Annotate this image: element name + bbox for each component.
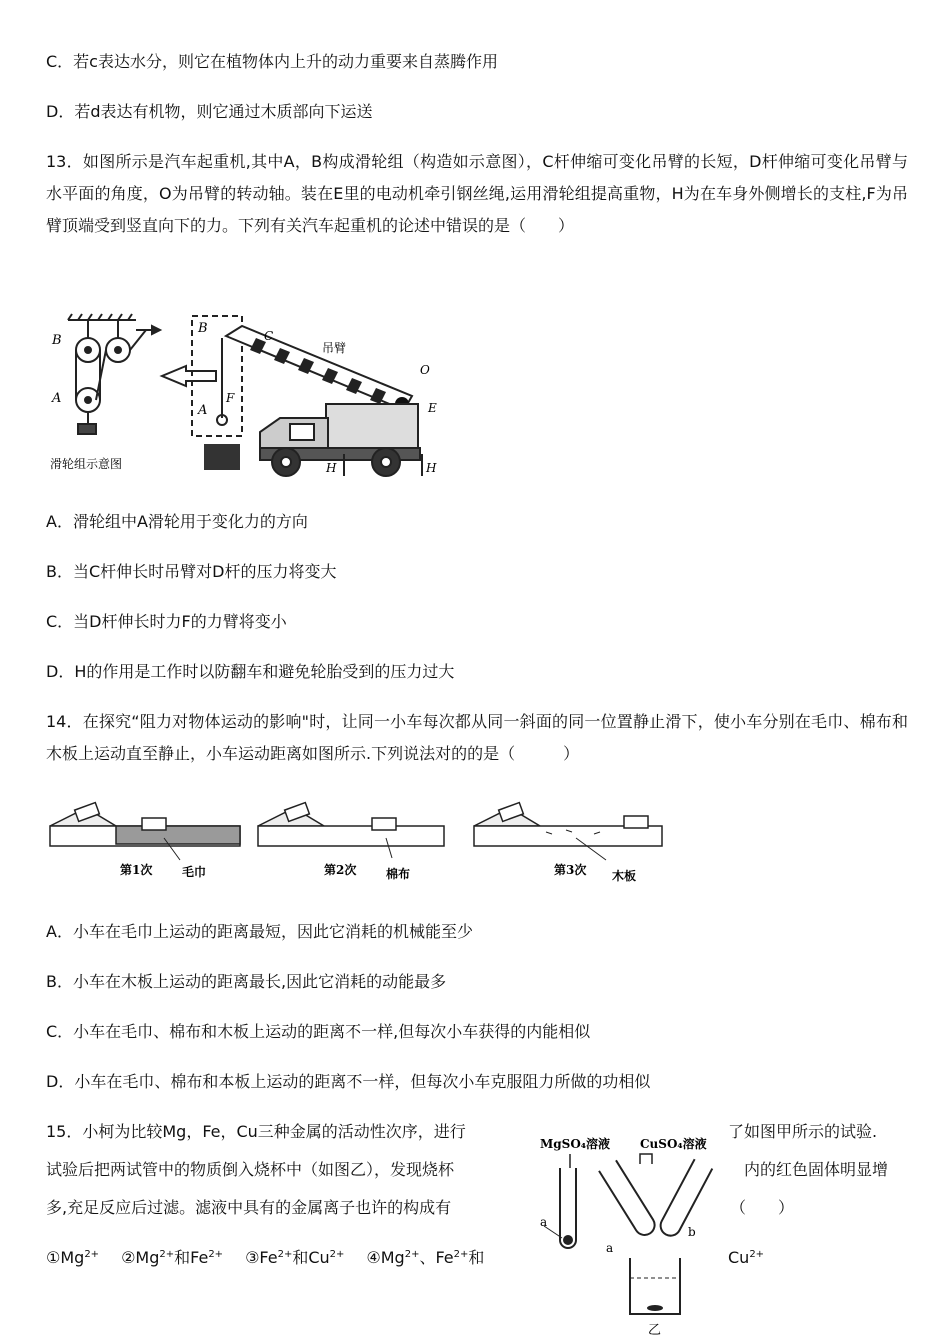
- q15-line2-left: 试验后把两试管中的物质倒入烧杯中（如图乙），发现烧杯: [46, 1160, 455, 1179]
- svg-text:乙: 乙: [648, 1323, 662, 1338]
- opt-1: ①Mg: [46, 1248, 85, 1267]
- q15-line2-right: 内的红色固体明显增: [744, 1160, 889, 1179]
- sol1-label: MgSO₄溶液: [540, 1137, 611, 1151]
- q13-option-a: A．滑轮组中A滑轮用于变化力的方向: [46, 512, 308, 531]
- label-a: A: [52, 391, 62, 406]
- trial-1-label: 第1次: [120, 863, 153, 877]
- opt-4: ④Mg: [366, 1248, 405, 1267]
- load-block: [204, 444, 240, 470]
- svg-text:a: a: [540, 1215, 548, 1229]
- q13-option-c: C．当D杆伸长时力F的力臂将变小: [46, 612, 287, 631]
- sol2-label: CuSO₄溶液: [640, 1137, 707, 1151]
- surface-3-label: 木板: [612, 869, 637, 883]
- q15-line1-left: 15．小柯为比较Mg，Fe，Cu三种金属的活动性次序，进行: [46, 1122, 466, 1141]
- crane-boom: [226, 326, 412, 410]
- q13-option-d: D．H的作用是工作时以防翻车和避免轮胎受到的压力过大: [46, 662, 455, 681]
- metal-figure: [530, 1128, 730, 1340]
- label-b: B: [52, 333, 62, 348]
- svg-text:B: B: [198, 321, 208, 336]
- pulley-schematic: [68, 314, 160, 434]
- tilted-tube-left: [599, 1160, 658, 1238]
- surface-1-label: 毛巾: [182, 865, 207, 879]
- truck: [260, 404, 422, 476]
- tilted-tube-right: [657, 1159, 712, 1239]
- opt-3: ③Fe: [245, 1248, 278, 1267]
- q13-option-b: B．当C杆伸长时吊臂对D杆的压力将变大: [46, 562, 337, 581]
- arm-label: 吊臂: [322, 341, 347, 355]
- trial-2: [258, 803, 444, 858]
- trial-2-label: 第2次: [324, 863, 357, 877]
- q14-option-d: D．小车在毛巾、棉布和本板上运动的距离不一样，但每次小车克服阻力所做的功相似: [46, 1072, 651, 1091]
- figure-caption: 滑轮组示意图: [50, 457, 123, 471]
- svg-text:C: C: [264, 329, 274, 343]
- svg-text:A: A: [198, 403, 208, 418]
- svg-text:O: O: [420, 363, 430, 377]
- svg-text:H: H: [426, 461, 437, 475]
- trial-3-label: 第3次: [554, 863, 587, 877]
- q13-stem: 13．如图所示是汽车起重机,其中A，B构成滑轮组（构造如示意图），C杆伸缩可变化吊臂的长短，D杆伸缩可变化吊臂与水平面的角度，O为吊臂的转动轴。装在E里的电动机牵引钢丝绳,运用滑轮组提高重物，H为在车身外侧增长的支柱,F为吊臂顶端受到竖直向下的力。下列有关汽车起重机的论述中错误的是（ ）: [46, 152, 908, 235]
- slide-figure: [46, 794, 666, 890]
- crane-figure: [46, 308, 446, 486]
- q15-line3-right: （ ）: [730, 1198, 795, 1217]
- arrow-icon: [162, 366, 216, 386]
- svg-text:F: F: [226, 391, 235, 405]
- opt-2: ②Mg: [121, 1248, 160, 1267]
- q15-line3-left: 多,充足反应后过滤。滤液中具有的金属离子也许的构成有: [46, 1198, 452, 1217]
- q15-options: $①Mg^{2+}$ $②Mg^{2+}$和$Fe^{2+}$ $③Fe^{2+}$和$Cu^{2+}$ $④Mg^{2+}$、$Fe^{2+}$和: [46, 1248, 485, 1267]
- q14-option-a: A．小车在毛巾上运动的距离最短，因此它消耗的机械能至少: [46, 922, 473, 941]
- q14-stem: 14．在探究“阻力对物体运动的影响"时，让同一小车每次都从同一斜面的同一位置静止滑下，使小车分别在毛巾、棉布和木板上运动直至静止，小车运动距离如图所示.下列说法对的的是（ ）: [46, 712, 908, 763]
- opt-4-tail: $Cu^{2+}$: [728, 1248, 765, 1267]
- q12-option-d: D．若d表达有机物，则它通过木质部向下运送: [46, 102, 373, 121]
- q12-option-c: C．若c表达水分，则它在植物体内上升的动力重要来自蒸腾作用: [46, 52, 498, 71]
- surface-2-label: 棉布: [386, 867, 411, 881]
- svg-text:H: H: [326, 461, 337, 475]
- q14-option-c: C．小车在毛巾、棉布和木板上运动的距离不一样,但每次小车获得的内能相似: [46, 1022, 591, 1041]
- trial-1: [50, 803, 240, 860]
- svg-text:a: a: [606, 1241, 614, 1255]
- q14-option-b: B．小车在木板上运动的距离最长,因此它消耗的动能最多: [46, 972, 447, 991]
- svg-text:b: b: [688, 1225, 696, 1239]
- q15-line1-right: 了如图甲所示的试验.: [728, 1122, 878, 1141]
- svg-text:E: E: [428, 401, 437, 415]
- trial-3: [474, 803, 662, 860]
